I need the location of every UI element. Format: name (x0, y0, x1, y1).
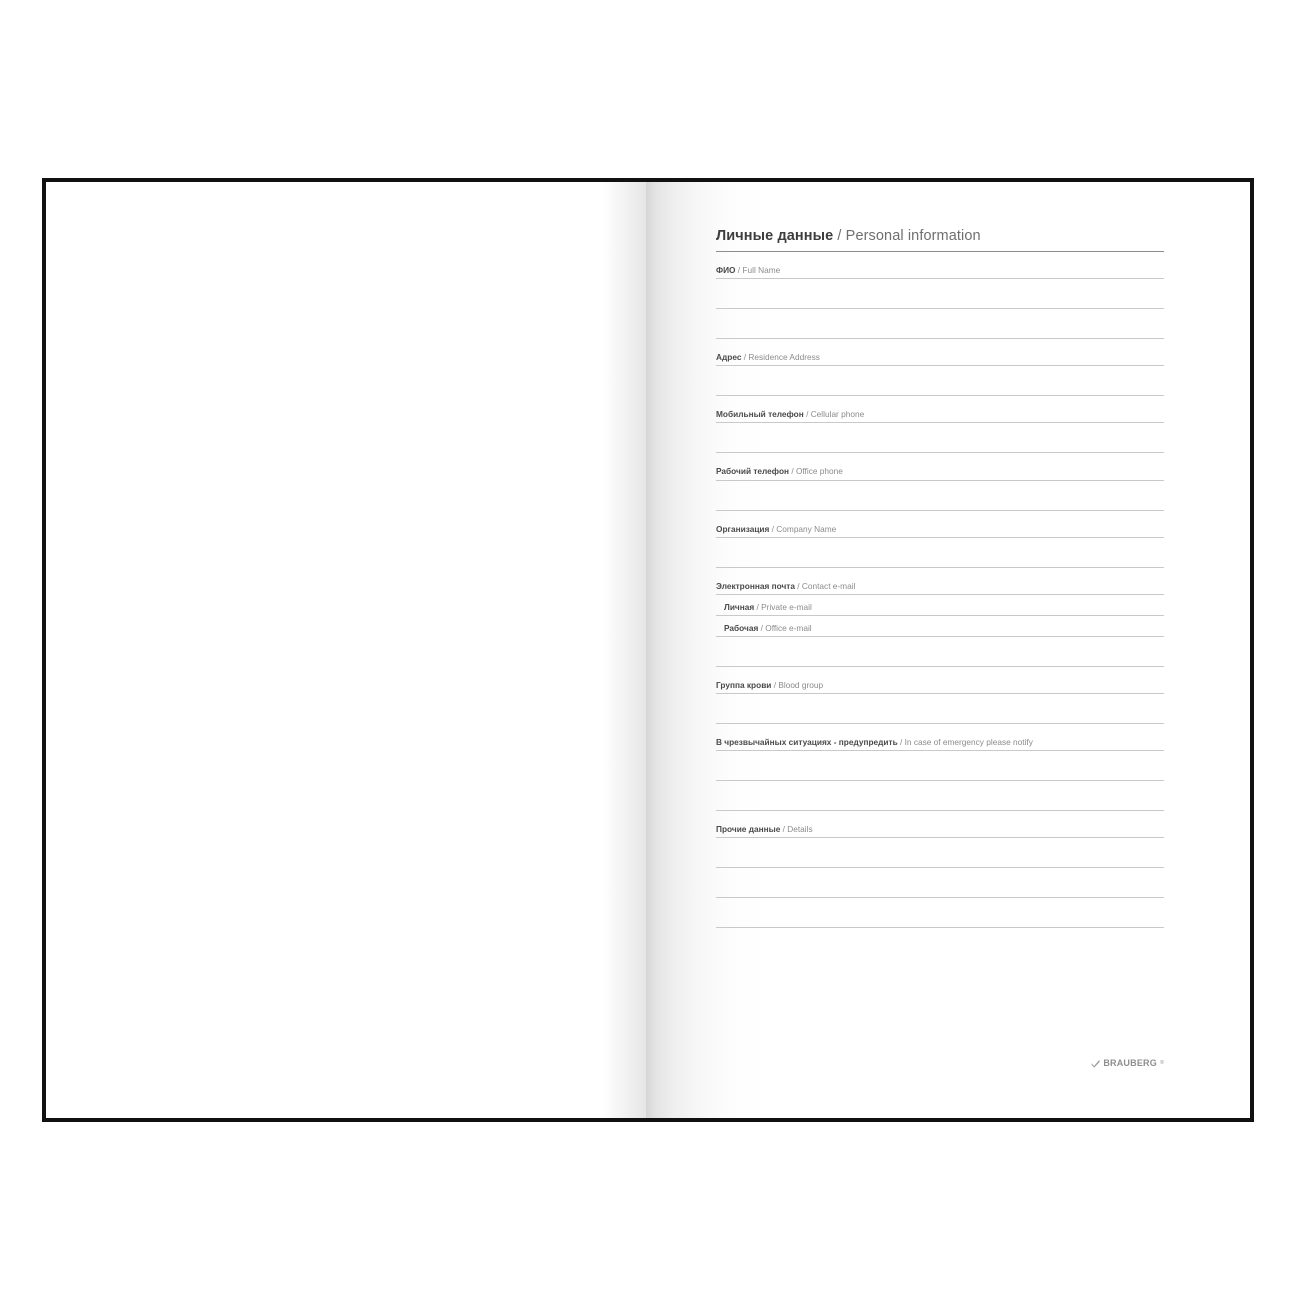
write-line[interactable] (716, 615, 1164, 616)
label-sep: / (789, 466, 796, 477)
label-ru: ФИО (716, 265, 736, 275)
checkmark-icon (1091, 1059, 1100, 1068)
write-line[interactable] (716, 567, 1164, 568)
write-line[interactable] (716, 338, 1164, 339)
label-sep: / (897, 737, 905, 748)
left-blank-page (46, 182, 646, 1118)
label-en: Office phone (795, 466, 843, 477)
label-en: Contact e-mail (801, 580, 856, 591)
label-en: In case of emergency please notify (904, 737, 1033, 748)
label-sep: / (758, 622, 766, 633)
form-title-ru: Личные данные (716, 228, 834, 244)
write-line[interactable] (716, 510, 1164, 511)
label-sep: / (735, 265, 743, 275)
write-line[interactable] (716, 837, 1164, 838)
field-label-office-phone (716, 467, 1164, 479)
label-en: Residence Address (748, 352, 820, 363)
write-line[interactable] (716, 810, 1164, 811)
write-line[interactable] (716, 537, 1164, 538)
field-office-email (716, 624, 1164, 667)
field-label-residence-address (716, 353, 1164, 365)
label-ru: Мобильный телефон (716, 409, 804, 420)
write-line[interactable] (716, 927, 1164, 928)
label-sep: / (780, 824, 788, 835)
label-en: Company Name (776, 523, 837, 534)
label-sep: / (741, 352, 749, 363)
form-title-en: Personal information (845, 228, 981, 244)
field-label-office-email (716, 624, 1164, 636)
write-line[interactable] (716, 278, 1164, 279)
field-label-blood-group (716, 681, 1164, 693)
label-ru: Прочие данные (716, 824, 781, 835)
label-en: Cellular phone (810, 409, 865, 420)
write-line[interactable] (716, 452, 1164, 453)
field-cellular-phone (716, 410, 1164, 453)
label-sep: / (771, 680, 779, 690)
field-label-private-email (716, 603, 1164, 615)
label-en: Blood group (778, 680, 824, 690)
field-label-emergency-contact (716, 738, 1164, 750)
brand-name: BRAUBERG (1103, 1058, 1157, 1068)
field-label-company-name (716, 525, 1164, 537)
write-line[interactable] (716, 365, 1164, 366)
write-line[interactable] (716, 308, 1164, 309)
label-sep: / (769, 523, 777, 534)
brand-logo (1091, 1058, 1164, 1068)
brand-registered-mark: ® (1159, 1060, 1164, 1066)
label-sep: / (794, 580, 802, 591)
label-ru: Рабочая (724, 622, 759, 633)
field-company-name (716, 525, 1164, 568)
write-line[interactable] (716, 480, 1164, 481)
label-ru: Личная (724, 601, 755, 612)
field-emergency-contact (716, 738, 1164, 811)
label-sep: / (754, 601, 762, 612)
label-sep: / (803, 409, 811, 420)
label-en: Office e-mail (765, 622, 812, 633)
field-label-details (716, 825, 1164, 837)
field-blood-group (716, 681, 1164, 724)
label-en: Private e-mail (761, 601, 812, 612)
field-contact-email-group (716, 582, 1164, 595)
write-line[interactable] (716, 636, 1164, 637)
field-office-phone (716, 467, 1164, 510)
field-full-name (716, 266, 1164, 339)
field-label-cellular-phone (716, 410, 1164, 422)
write-line[interactable] (716, 780, 1164, 781)
write-line[interactable] (716, 395, 1164, 396)
label-ru: Адрес (716, 352, 742, 363)
form-title (716, 228, 1164, 251)
write-line[interactable] (716, 693, 1164, 694)
label-ru: Организация (716, 523, 770, 534)
write-line[interactable] (716, 666, 1164, 667)
write-line[interactable] (716, 750, 1164, 751)
write-line[interactable] (716, 422, 1164, 423)
write-line[interactable] (716, 594, 1164, 595)
label-en: Full Name (742, 265, 781, 275)
title-divider (716, 251, 1164, 252)
field-private-email (716, 603, 1164, 616)
label-en: Details (787, 824, 813, 835)
field-residence-address (716, 353, 1164, 396)
write-line[interactable] (716, 897, 1164, 898)
label-ru: Электронная почта (716, 580, 795, 591)
form-title-separator: / (833, 228, 846, 244)
label-ru: В чрезвычайных ситуациях - предупредить (716, 737, 898, 748)
personal-information-form (716, 228, 1164, 1068)
field-label-full-name (716, 266, 1164, 278)
write-line[interactable] (716, 867, 1164, 868)
label-ru: Рабочий телефон (716, 466, 790, 477)
write-line[interactable] (716, 723, 1164, 724)
field-details (716, 825, 1164, 928)
field-label-contact-email (716, 582, 1164, 594)
label-ru: Группа крови (716, 680, 772, 690)
